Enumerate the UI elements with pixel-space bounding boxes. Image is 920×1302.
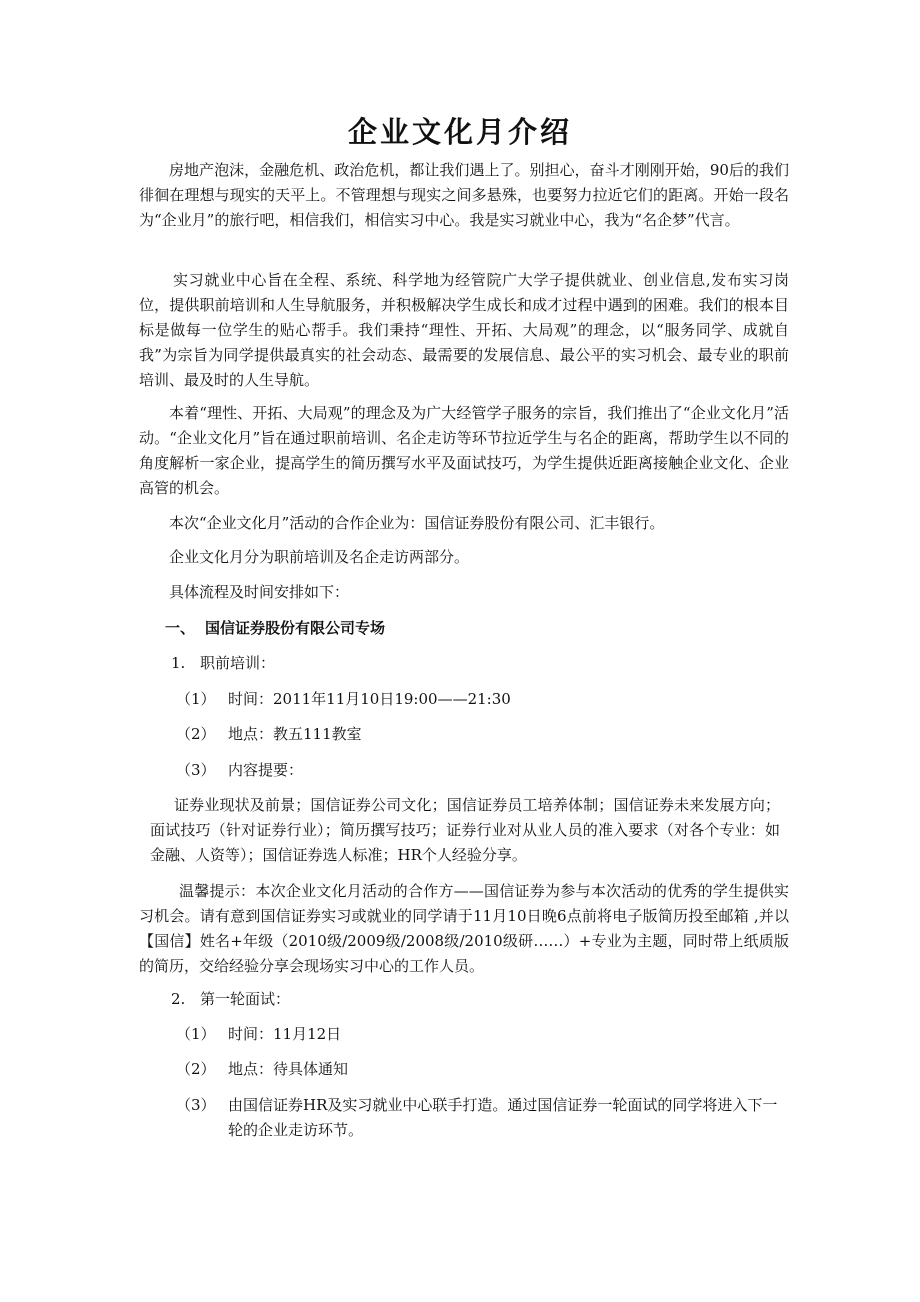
list-item bbox=[176, 1093, 790, 1143]
list-item-text: 时间：2011年11月10日19:00——21:30 bbox=[228, 690, 511, 708]
list-item bbox=[176, 722, 790, 747]
list-item-text: 内容提要： bbox=[228, 761, 304, 779]
page-title: 企业文化月介绍 bbox=[347, 115, 572, 149]
list-item-number: （3） bbox=[176, 1096, 216, 1114]
list-item-text: 地点：待具体通知 bbox=[228, 1060, 349, 1078]
list-item bbox=[176, 758, 790, 783]
list-item-number: （1） bbox=[176, 690, 216, 708]
list-item-number: （3） bbox=[176, 761, 216, 779]
step-title: 职前培训： bbox=[200, 654, 276, 672]
list-item bbox=[176, 1057, 790, 1082]
activity-description-paragraph: 本着“理性、开拓、大局观”的理念及为广大经管学子服务的宗旨，我们推出了“企业文化月”活动。“企业文化月”旨在通过职前培训、名企走访等环节拉近学生与名企的距离，帮助学生以不同的角度解析一家企业，提高学生的简历撰写水平及面试技巧，为学生提供近距离接触企业文化、企业高管的机会。 bbox=[139, 404, 789, 497]
parts-paragraph: 企业文化月分为职前培训及名企走访两部分。 bbox=[169, 548, 470, 566]
step-heading bbox=[171, 651, 275, 676]
list-item-text: 地点：教五111教室 bbox=[228, 725, 362, 743]
list-item-number: （2） bbox=[176, 1060, 216, 1078]
schedule-intro-paragraph: 具体流程及时间安排如下： bbox=[169, 583, 350, 601]
reminder-paragraph: 温馨提示：本次企业文化月活动的合作方——国信证券为参与本次活动的优秀的学生提供实习机会。请有意到国信证券实习或就业的同学请于11月10日晚6点前将电子版简历投至邮箱 ,并以【国信】姓名+年级（2010级/2009级/2008级/2010级研……）+专业为主题，同时带上纸质版的简历，交给经验分享会现场实习中心的工作人员。 bbox=[139, 882, 789, 975]
list-item-text: 由国信证券HR及实习就业中心联手打造。通过国信证券一轮面试的同学将进入下一轮的企业走访环节。 bbox=[228, 1096, 778, 1139]
partners-paragraph: 本次“企业文化月”活动的合作企业为：国信证券股份有限公司、汇丰银行。 bbox=[169, 514, 665, 532]
center-description-paragraph: 实习就业中心旨在全程、系统、科学地为经管院广大学子提供就业、创业信息,发布实习岗位，提供职前培训和人生导航服务，并积极解决学生成长和成才过程中遇到的困难。我们的根本目标是做每一位学生的贴心帮手。我们秉持“理性、开拓、大局观”的理念，以“服务同学、成就自我”为宗旨为同学提供最真实的社会动态、最需要的发展信息、最公平的实习机会、最专业的职前培训、最及时的人生导航。 bbox=[139, 271, 789, 389]
section-title: 国信证券股份有限公司专场 bbox=[205, 619, 386, 637]
list-item-text: 时间：11月12日 bbox=[228, 1025, 342, 1043]
step-heading bbox=[171, 987, 290, 1012]
intro-paragraph: 房地产泡沫，金融危机、政治危机，都让我们遇上了。别担心，奋斗才刚刚开始，90后的我们徘徊在理想与现实的天平上。不管理想与现实之间多悬殊，也要努力拉近它们的距离。开始一段名为“企业月”的旅行吧，相信我们，相信实习中心。我是实习就业中心，我为“名企梦”代言。 bbox=[139, 161, 789, 229]
list-item-number: （2） bbox=[176, 725, 216, 743]
section-heading bbox=[165, 616, 385, 641]
section-number: 一、 bbox=[165, 619, 196, 637]
list-item bbox=[176, 1022, 790, 1047]
step-number: 2. bbox=[171, 990, 186, 1008]
list-item bbox=[176, 687, 790, 712]
step-number: 1. bbox=[171, 654, 186, 672]
content-summary: 证券业现状及前景；国信证券公司文化；国信证券员工培养体制；国信证券未来发展方向；面试技巧（针对证券行业）；简历撰写技巧；证券行业对从业人员的准入要求（对各个专业：如金融、人资等）；国信证券选人标准；HR个人经验分享。 bbox=[150, 796, 780, 864]
list-item-number: （1） bbox=[176, 1025, 216, 1043]
step-title: 第一轮面试： bbox=[200, 990, 291, 1008]
